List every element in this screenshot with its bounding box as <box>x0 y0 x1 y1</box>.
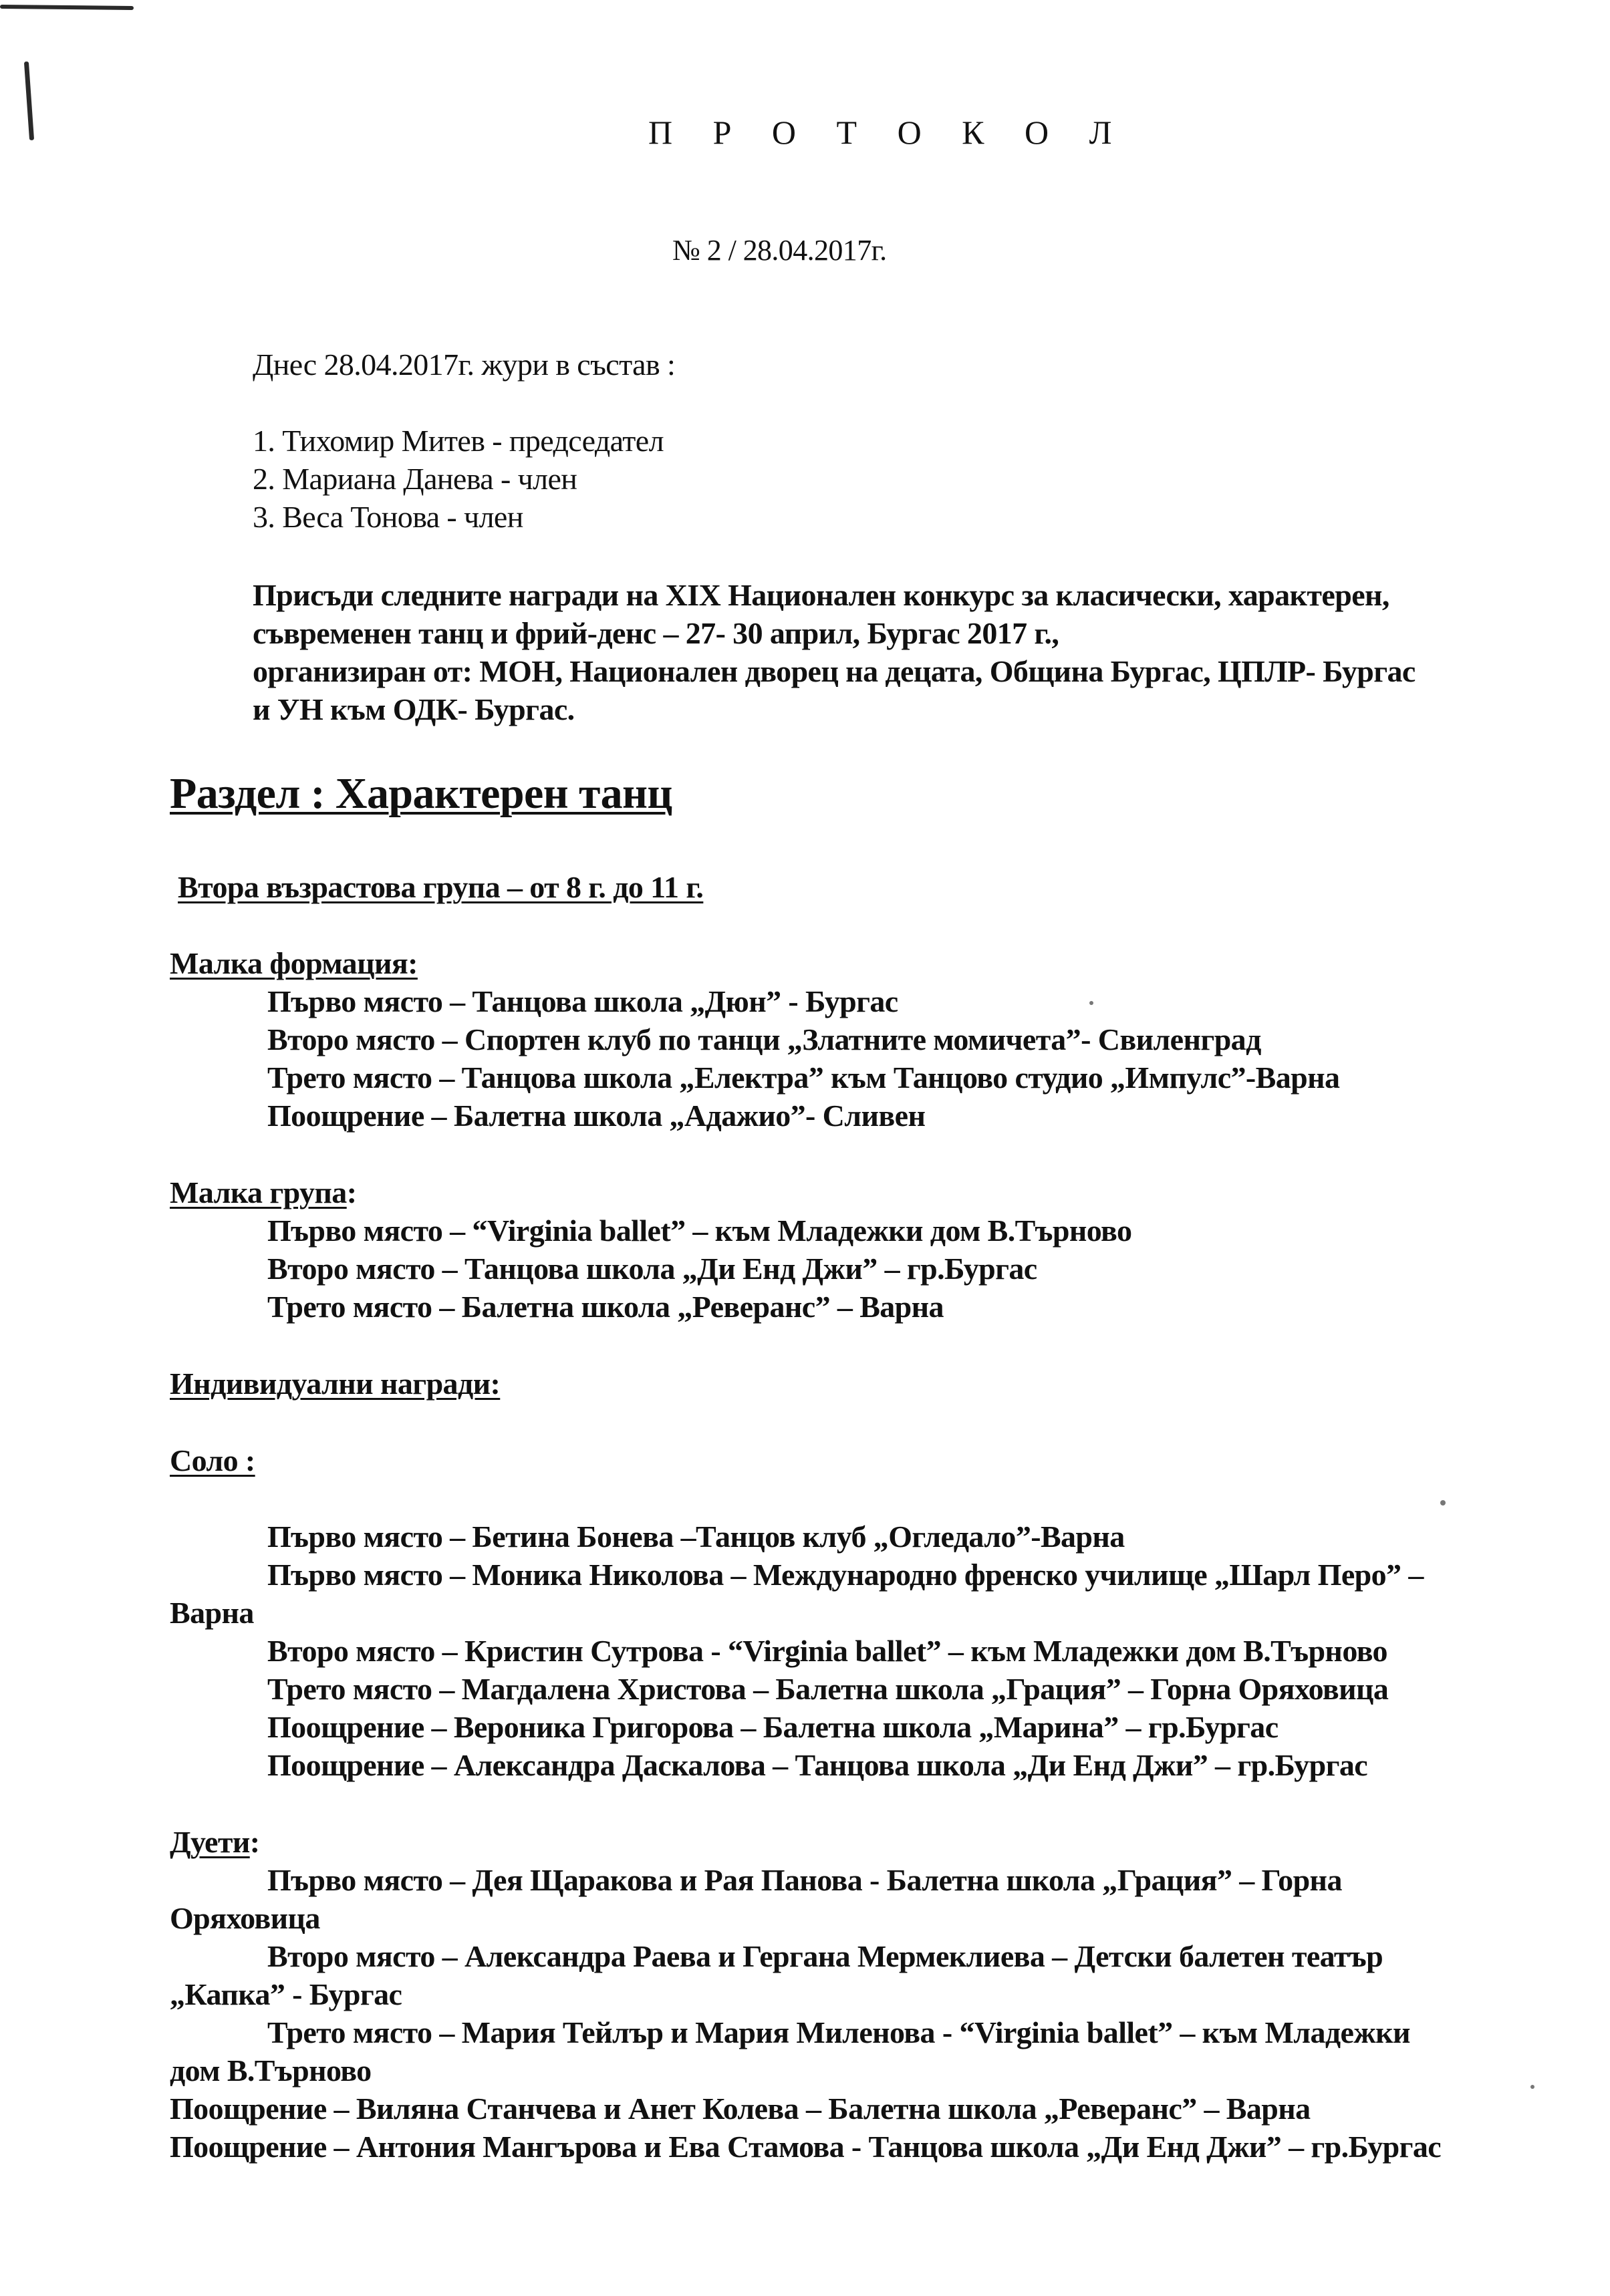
small-group-heading <box>170 1174 356 1211</box>
duets-item: дом В.Търново <box>170 2053 372 2088</box>
solo-item: Първо място – Бетина Бонева –Танцов клуб „Огледало”-Варна <box>267 1520 1125 1554</box>
solo-heading: Соло : <box>170 1443 255 1477</box>
duets-item: Поощрение – Антония Мангърова и Ева Стамова - Танцова школа „Ди Енд Джи” – гр.Бургас <box>170 2130 1442 2164</box>
duets-item: Първо място – Дея Щаракова и Рая Панова - Балетна школа „Грация” – Горна <box>267 1863 1342 1897</box>
award-text-line: и УН към ОДК- Бургас. <box>253 692 575 726</box>
small-formation-item: Трето място – Танцова школа „Електра” към Танцово студио „Импулс”-Варна <box>267 1060 1340 1095</box>
individual-awards-heading: Индивидуални награди: <box>170 1367 501 1401</box>
small-group-heading-label: Малка група <box>170 1175 347 1209</box>
award-text-line: съвременен танц и фрий-денс – 27- 30 април, Бургас 2017 г., <box>253 616 1059 650</box>
small-group-item: Второ място – Танцова школа „Ди Енд Джи” – гр.Бургас <box>267 1252 1037 1286</box>
solo-item: Второ място – Кристин Сутрова - “Virginia ballet” – към Младежки дом В.Търново <box>267 1634 1387 1668</box>
scan-speck <box>1530 2085 1534 2089</box>
solo-item: Поощрение – Вероника Григорова – Балетна школа „Марина” – гр.Бургас <box>267 1710 1279 1744</box>
solo-item: Поощрение – Александра Даскалова – Танцова школа „Ди Енд Джи” – гр.Бургас <box>267 1748 1368 1782</box>
small-group-item: Трето място – Балетна школа „Реверанс” – Варна <box>267 1290 944 1324</box>
solo-item: Първо място – Моника Николова – Международно френско училище „Шарл Перо” – <box>267 1558 1424 1592</box>
document-title: П Р О Т О К О Л <box>648 114 1128 151</box>
duets-item: Оряховица <box>170 1901 320 1935</box>
duets-item: Второ място – Александра Раева и Гергана Мермеклиева – Детски балетен театър <box>267 1939 1383 1973</box>
scan-speck <box>1089 1001 1093 1005</box>
award-text-line: организиран от: МОН, Национален дворец на децата, Община Бургас, ЦПЛР- Бургас <box>253 654 1416 688</box>
duets-item: Трето място – Мария Тейлър и Мария Миленова - “Virginia ballet” – към Младежки <box>267 2015 1410 2049</box>
duets-heading-label: Дуети <box>170 1825 250 1859</box>
small-group-item: Първо място – “Virginia ballet” – към Младежки дом В.Търново <box>267 1213 1132 1248</box>
solo-item: Варна <box>170 1596 254 1630</box>
solo-item: Трето място – Магдалена Христова – Балетна школа „Грация” – Горна Оряховица <box>267 1672 1389 1706</box>
section-title: Раздел : Характерен танц <box>170 769 672 818</box>
award-text-line: Присъди следните награди на ХIХ Национален конкурс за класически, характерен, <box>253 578 1389 612</box>
duets-heading <box>170 1824 259 1861</box>
jury-member: 2. Мариана Данева - член <box>253 462 577 496</box>
jury-member: 1. Тихомир Митев - председател <box>253 424 664 458</box>
scan-speck <box>1440 1500 1446 1505</box>
small-formation-item: Второ място – Спортен клуб по танци „Златните момичета”- Свиленград <box>267 1022 1261 1056</box>
intro-text: Днес 28.04.2017г. жури в състав : <box>253 347 676 382</box>
small-formation-item: Поощрение – Балетна школа „Адажио”- Сливен <box>267 1099 926 1133</box>
age-group-heading: Втора възрастова група – от 8 г. до 11 г. <box>178 870 704 904</box>
duets-heading-colon: : <box>249 1825 260 1859</box>
duets-item: Поощрение – Виляна Станчева и Анет Колева – Балетна школа „Реверанс” – Варна <box>170 2092 1311 2126</box>
small-group-heading-colon: : <box>346 1175 357 1209</box>
scan-mark-top <box>0 5 134 10</box>
duets-item: „Капка” - Бургас <box>170 1977 402 2011</box>
document-number: № 2 / 28.04.2017г. <box>672 234 887 267</box>
jury-member: 3. Веса Тонова - член <box>253 500 523 534</box>
small-formation-item: Първо място – Танцова школа „Дюн” - Бургас <box>267 984 898 1018</box>
small-formation-heading: Малка формация: <box>170 946 418 980</box>
scan-mark-left <box>24 61 34 140</box>
